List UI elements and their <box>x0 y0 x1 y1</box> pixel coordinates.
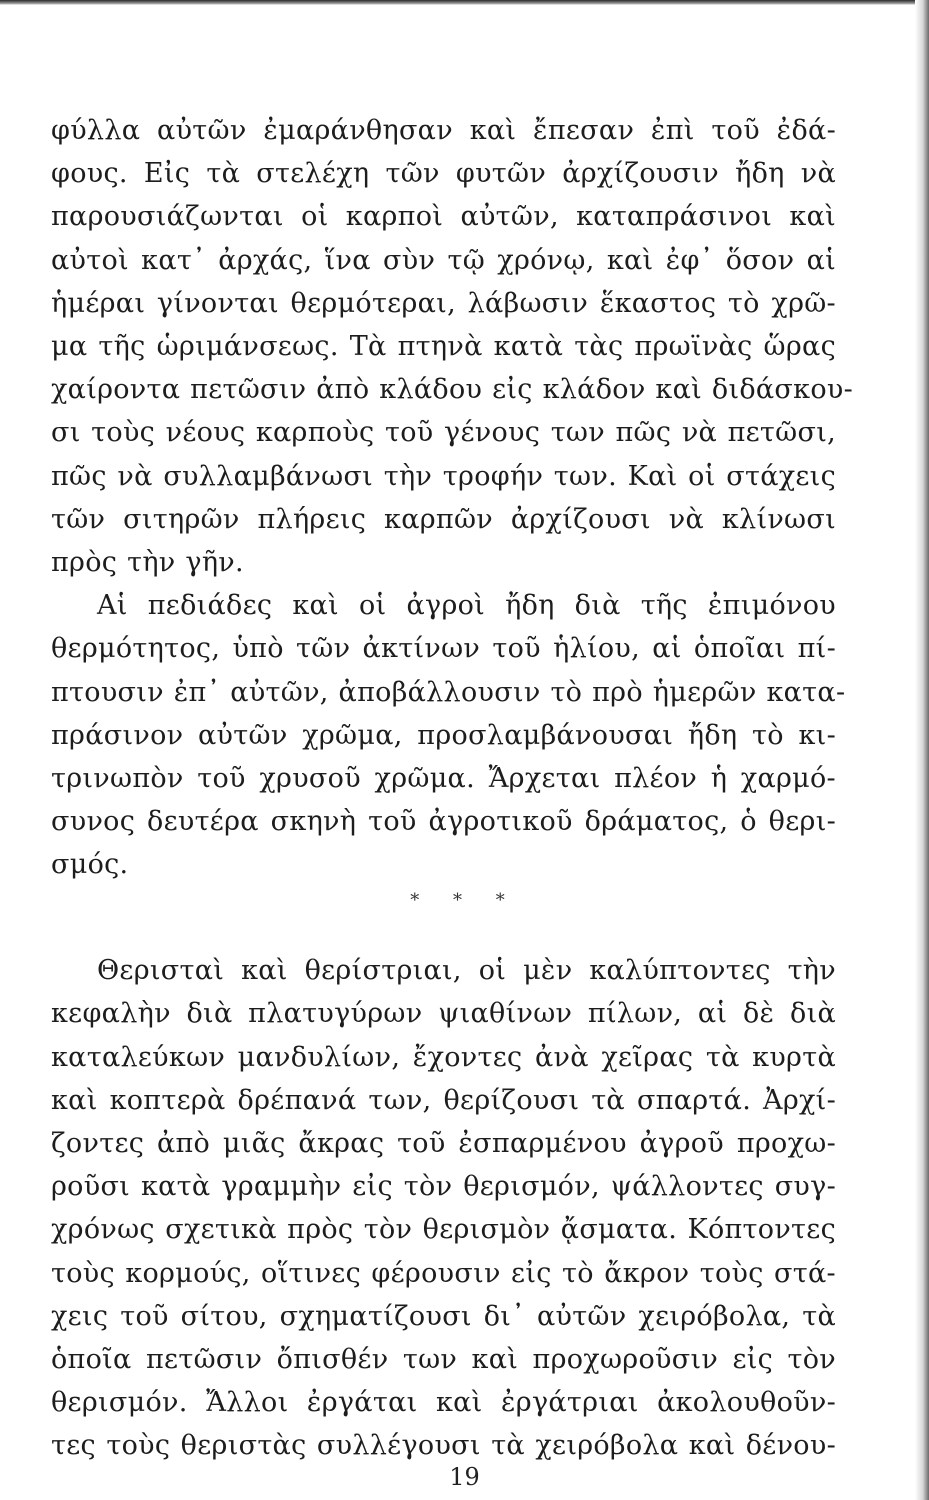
text-line: μα τῆς ὡριμάνσεως. Τὰ πτηνὰ κατὰ τὰς πρωϊνὰς ὥρας <box>51 331 836 362</box>
text-line: τῶν σιτηρῶν πλήρεις καρπῶν ἀρχίζουσι νὰ κλίνωσι <box>51 503 836 535</box>
text-line: πράσινον αὐτῶν χρῶμα, προσλαμβάνουσαι ἤδη τὸ κι- <box>51 719 836 751</box>
text-line: φους. Εἰς τὰ στελέχη τῶν φυτῶν ἀρχίζουσιν ἤδη νὰ <box>51 158 836 190</box>
text-line: ὁποῖα πετῶσιν ὄπισθέν των καὶ προχωροῦσιν εἰς τὸν <box>51 1344 836 1376</box>
text-line: Αἱ πεδιάδες καὶ οἱ ἀγροὶ ἤδη διὰ τῆς ἐπιμόνου <box>97 590 836 622</box>
text-line: σι τοὺς νέους καρποὺς τοῦ γένους των πῶς νὰ πετῶσι, <box>51 417 836 449</box>
text-line: πῶς νὰ συλλαμβάνωσι τὴν τροφήν των. Καὶ οἱ στάχεις <box>51 460 836 492</box>
text-line: σμός. <box>51 849 129 881</box>
text-line: θερμότητος, ὑπὸ τῶν ἀκτίνων τοῦ ἡλίου, αἱ ὁποῖαι πί- <box>51 633 836 665</box>
text-line: τρινωπὸν τοῦ χρυσοῦ χρῶμα. Ἄρχεται πλέον ἡ χαρμό- <box>51 763 836 794</box>
section-separator: * * * <box>410 889 519 911</box>
text-line: θερισμόν. Ἄλλοι ἐργάται καὶ ἐργάτριαι ἀκολουθοῦν- <box>51 1387 836 1419</box>
page-number: 19 <box>449 1463 480 1491</box>
text-line: συνος δευτέρα σκηνὴ τοῦ ἀγροτικοῦ δράματος, ὁ θερι- <box>51 806 836 838</box>
text-line: ροῦσι κατὰ γραμμὴν εἰς τὸν θερισμόν, ψάλλοντες συγ- <box>51 1171 836 1203</box>
text-line: παρουσιάζωνται οἱ καρποὶ αὐτῶν, καταπράσινοι καὶ <box>51 201 836 233</box>
text-line: καὶ κοπτερὰ δρέπανά των, θερίζουσι τὰ σπαρτά. Ἀρχί- <box>51 1084 836 1116</box>
text-line: φύλλα αὐτῶν ἐμαράνθησαν καὶ ἔπεσαν ἐπὶ τοῦ ἐδά- <box>51 115 836 146</box>
text-line: κεφαλὴν διὰ πλατυγύρων ψιαθίνων πίλων, αἱ δὲ διὰ <box>51 998 836 1030</box>
text-line: χεις τοῦ σίτου, σχηματίζουσι δι᾽ αὐτῶν χειρόβολα, τὰ <box>51 1300 836 1332</box>
text-line: πτουσιν ἐπ᾽ αὐτῶν, ἀποβάλλουσιν τὸ πρὸ ἡμερῶν κατα- <box>51 676 846 708</box>
text-line: πρὸς τὴν γῆν. <box>51 547 244 578</box>
text-line: τες τοὺς θεριστὰς συλλέγουσι τὰ χειρόβολα καὶ δένου- <box>51 1430 836 1462</box>
text-line: αὐτοὶ κατ᾽ ἀρχάς, ἵνα σὺν τῷ χρόνῳ, καὶ ἐφ᾽ ὅσον αἱ <box>51 244 836 276</box>
text-line: καταλεύκων μανδυλίων, ἔχοντες ἀνὰ χεῖρας τὰ κυρτὰ <box>51 1041 836 1073</box>
text-line: τοὺς κορμούς, οἵτινες φέρουσιν εἰς τὸ ἄκρον τοὺς στά- <box>51 1257 836 1289</box>
text-line: ζοντες ἀπὸ μιᾶς ἄκρας τοῦ ἐσπαρμένου ἀγροῦ προχω- <box>51 1128 836 1160</box>
text-line: χαίροντα πετῶσιν ἀπὸ κλάδου εἰς κλάδον καὶ διδάσκου- <box>51 374 854 406</box>
text-line: ἡμέραι γίνονται θερμότεραι, λάβωσιν ἕκαστος τὸ χρῶ- <box>51 287 836 319</box>
text-line: Θερισταὶ καὶ θερίστριαι, οἱ μὲν καλύπτοντες τὴν <box>97 955 836 987</box>
text-line: χρόνως σχετικὰ πρὸς τὸν θερισμὸν ᾄσματα. Κόπτοντες <box>51 1214 836 1246</box>
